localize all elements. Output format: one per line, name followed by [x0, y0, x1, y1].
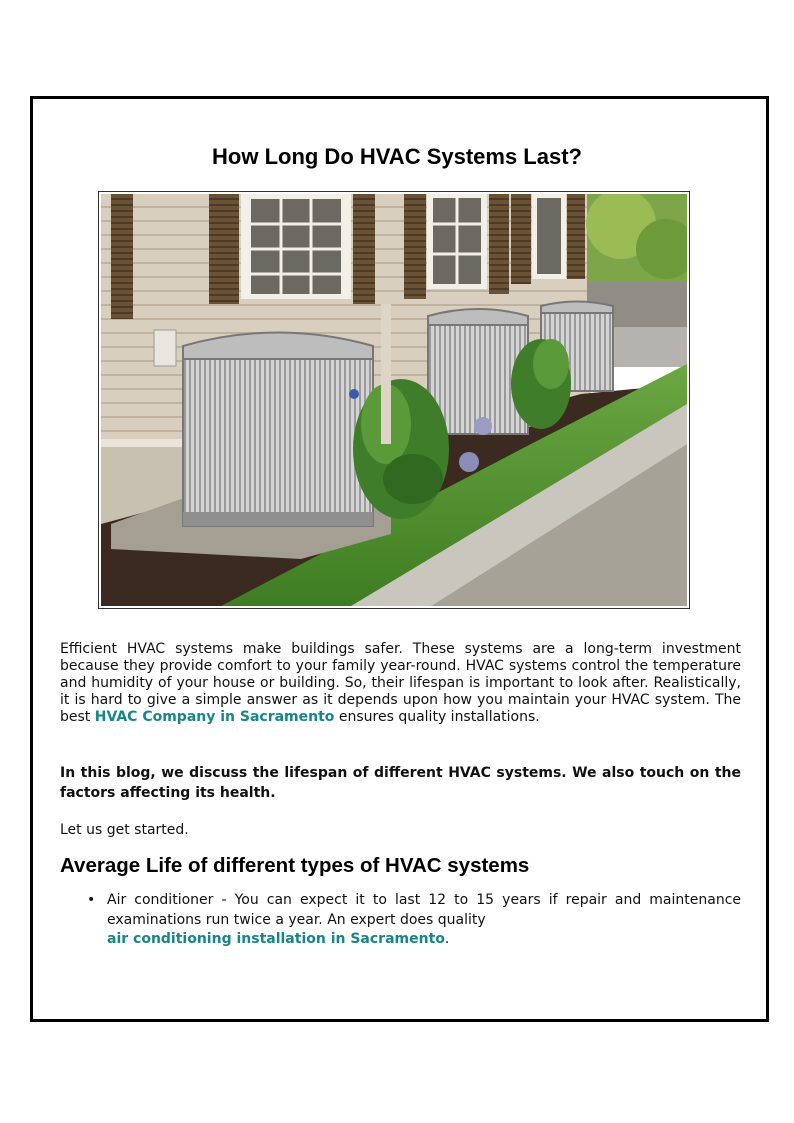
blog-summary: In this blog, we discuss the lifespan of different HVAC systems. We also touch on the factors affecting its health. — [60, 765, 741, 801]
list-item-end: . — [444, 931, 450, 947]
intro-text-end: ensures quality installations. — [334, 709, 540, 725]
list-item-text: Air conditioner - You can expect it to last 12 to 15 years if repair and maintenance examinations run twice a year. An expert does quality — [107, 892, 741, 928]
bullet-icon: • — [87, 892, 96, 908]
section-heading: Average Life of different types of HVAC systems — [60, 854, 530, 877]
list-item — [60, 891, 741, 950]
intro-paragraph — [60, 641, 741, 726]
hvac-types-list — [60, 891, 741, 950]
hvac-units-photo — [98, 191, 690, 609]
hvac-company-link[interactable]: HVAC Company in Sacramento — [94, 709, 335, 725]
intro-text: Efficient HVAC systems make buildings safer. These systems are a long-term investment because they provide comfort to your family year-round. HVAC systems control the temperature and humidity of your house or building. So, their lifespan is important to look after. Realistically, it is hard to give a simple answer as it depends upon how you maintain your HVAC system. The best — [60, 641, 741, 725]
get-started-text: Let us get started. — [60, 822, 189, 838]
page-title: How Long Do HVAC Systems Last? — [212, 144, 582, 169]
hvac-photo-illustration — [101, 194, 687, 606]
ac-installation-link[interactable]: air conditioning installation in Sacramento — [107, 931, 445, 947]
